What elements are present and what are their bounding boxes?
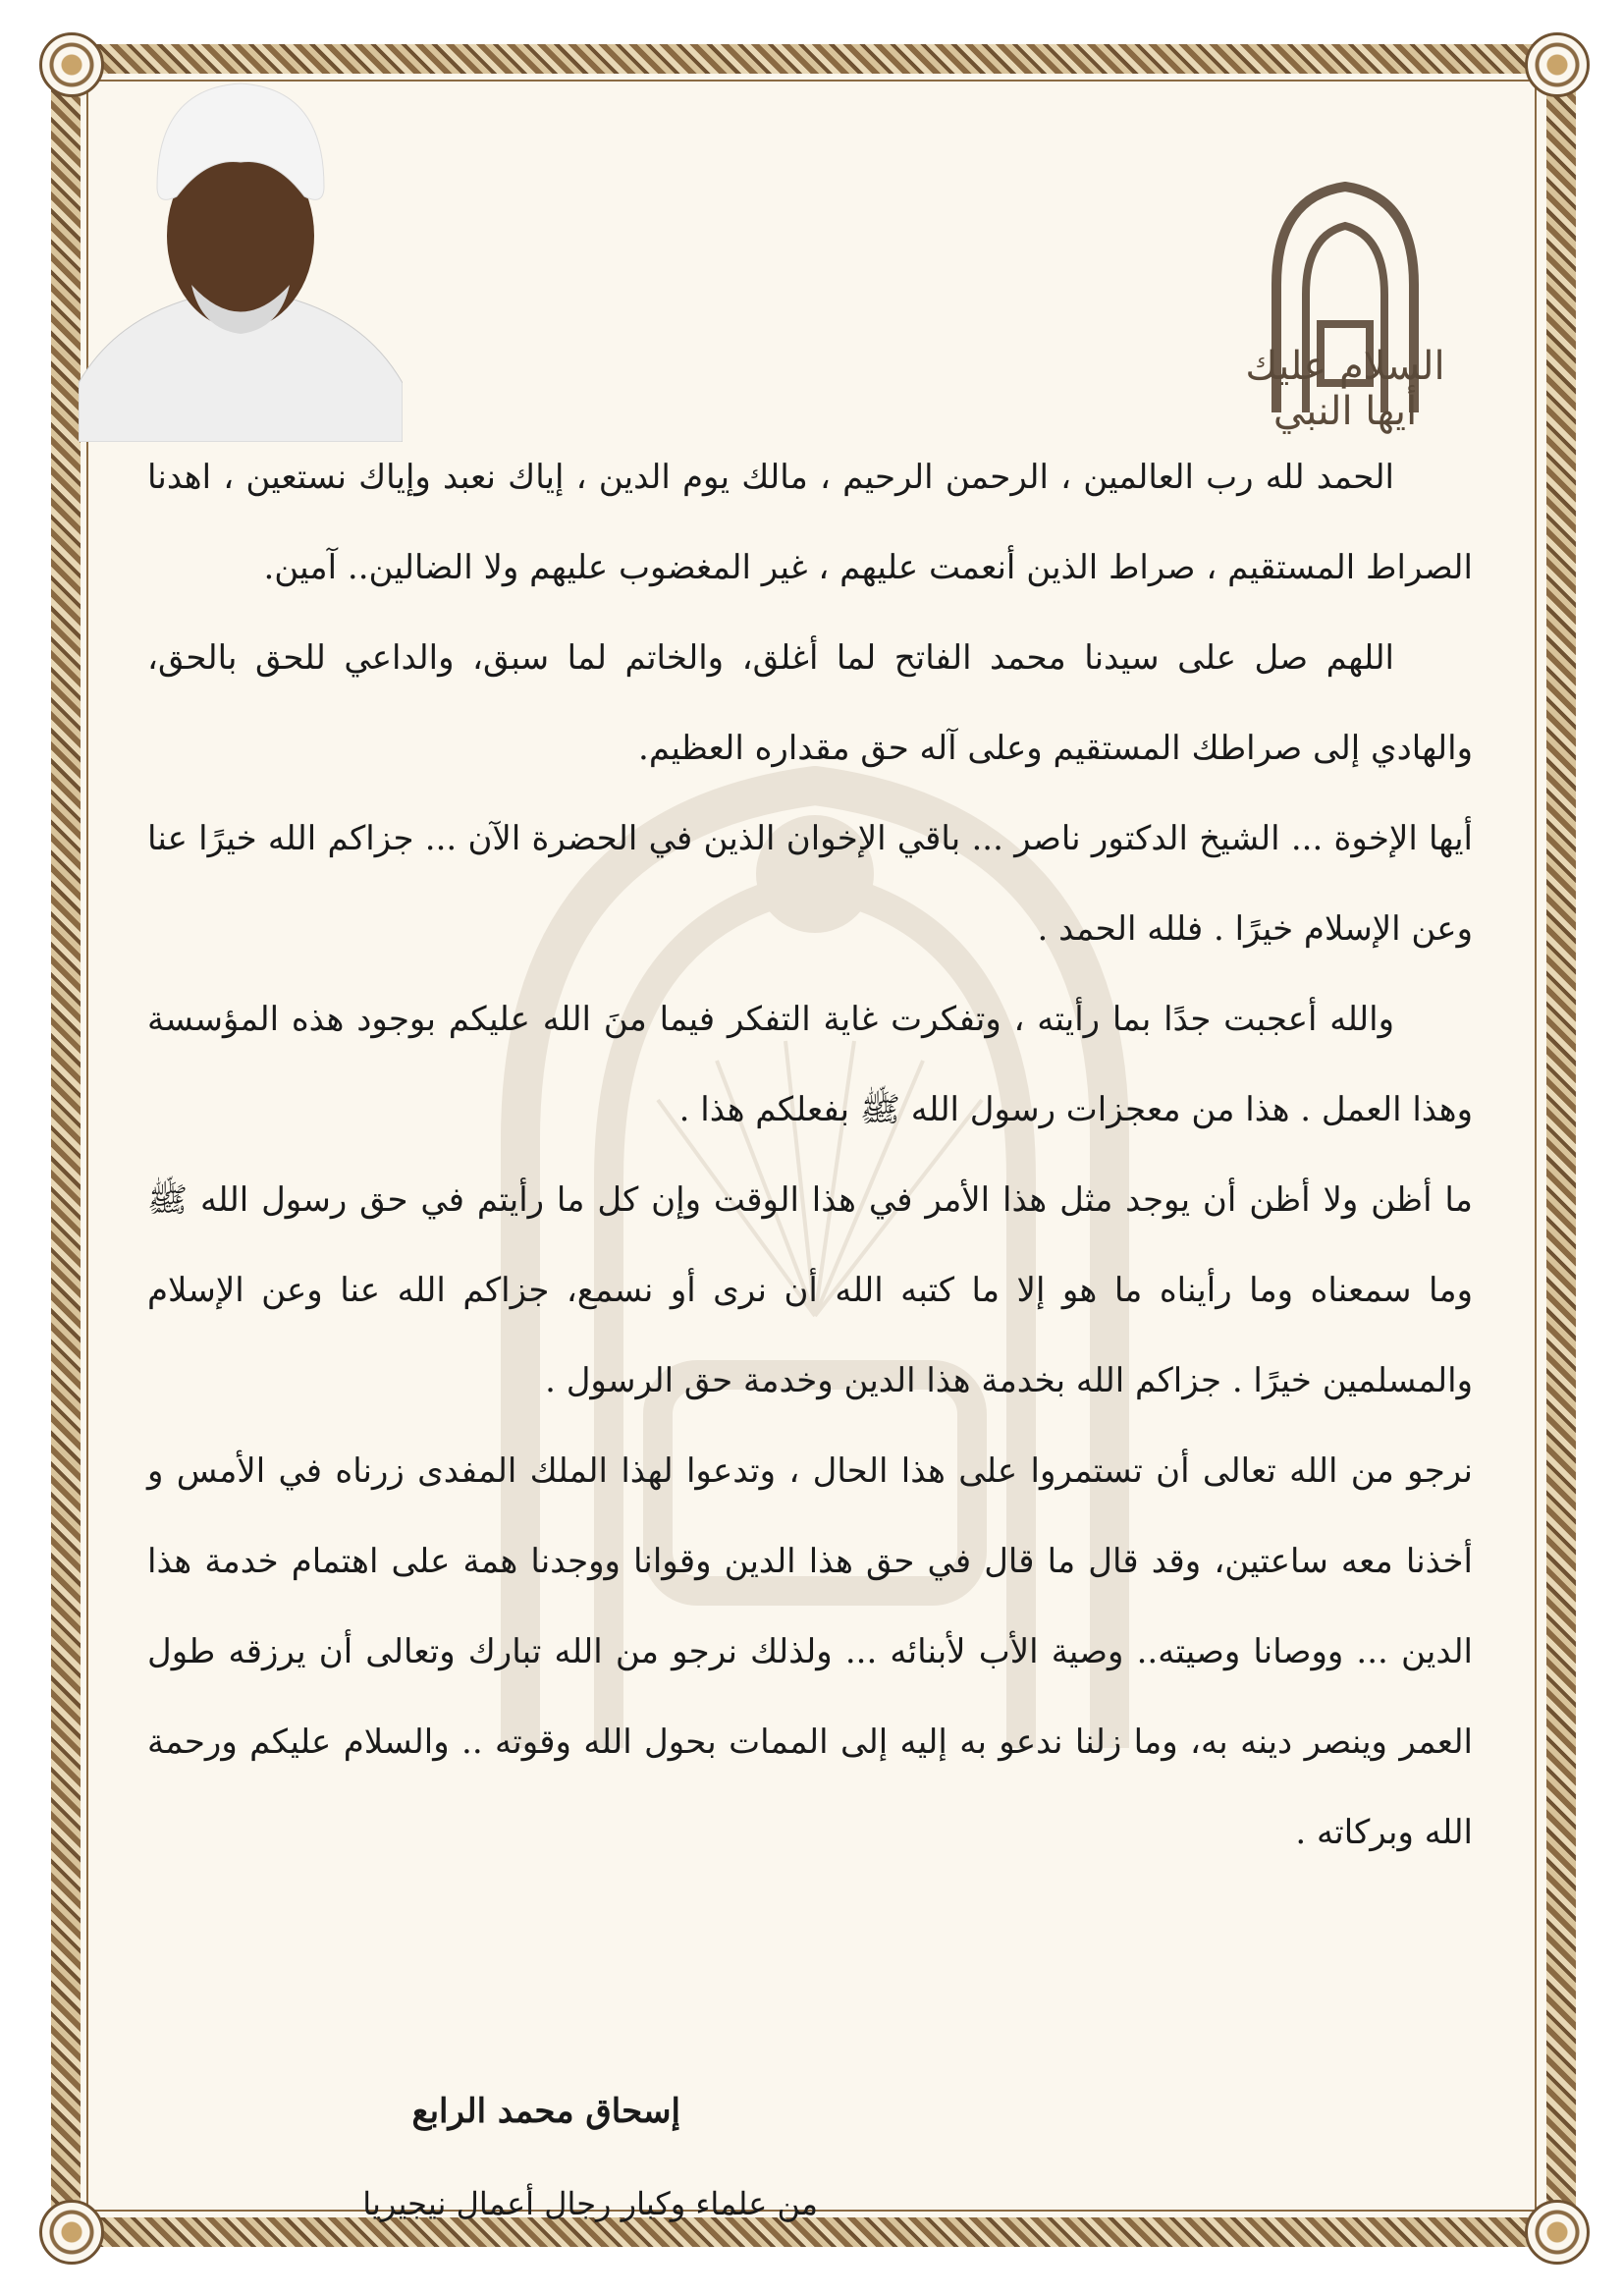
paragraph: الحمد لله رب العالمين ، الرحمن الرحيم ، مالك يوم الدين ، إياك نعبد وإياك نستعين ، اهدنا الصراط المستقيم ، صراط الذين أنعمت عليهم ، غير المغضوب عليهم ولا الضالين.. آمين. (147, 458, 1473, 587)
portrait-photo (79, 69, 403, 442)
corner-ornament-top-right (1525, 32, 1590, 97)
corner-ornament-bottom-left (39, 2200, 104, 2265)
signature-title: من علماء وكبار رجال أعمال نيجيريا (362, 2185, 818, 2222)
letter-body (147, 432, 1473, 1878)
paragraph: والله أعجبت جدًا بما رأيته ، وتفكرت غاية التفكر فيما منَ الله عليكم بوجود هذه المؤسسة وهذا العمل . هذا من معجزات رسول الله ﷺ بفعلكم هذا . (147, 1000, 1473, 1129)
corner-ornament-bottom-right (1525, 2200, 1590, 2265)
logo-caption: السلام عليك أيها النبي (1245, 344, 1445, 434)
signature-name: إسحاق محمد الرابع (411, 2092, 680, 2131)
paragraph: نرجو من الله تعالى أن تستمروا على هذا الحال ، وتدعوا لهذا الملك المفدى زرناه في الأمس و أخذنا معه ساعتين، وقد قال ما قال في حق هذا الدين وقوانا ووجدنا همة على اهتمام خدمة هذا الدين ... ووصانا وصيته.. وصية الأب لأبنائه ... ولذلك نرجو من الله تبارك وتعالى أن يرزقه طول العمر وينصر دينه به، وما زلنا ندعو به إليه إلى الممات بحول الله وقوته .. والسلام عليكم ورحمة الله وبركاته . (147, 1451, 1473, 1852)
paragraph: أيها الإخوة ... الشيخ الدكتور ناصر ... باقي الإخوان الذين في الحضرة الآن ... جزاكم الله خيرًا عنا وعن الإسلام خيرًا . فلله الحمد . (147, 819, 1473, 949)
paragraph: اللهم صل على سيدنا محمد الفاتح لما أغلق، والخاتم لما سبق، والداعي للحق بالحق، والهادي إلى صراطك المستقيم وعلى آله حق مقداره العظيم. (147, 638, 1473, 768)
paragraph: ما أظن ولا أظن أن يوجد مثل هذا الأمر في هذا الوقت وإن كل ما رأيتم في حق رسول الله ﷺ وما سمعناه وما رأيناه ما هو إلا ما كتبه الله أن نرى أو نسمع، جزاكم الله عنا وعن الإسلام والمسلمين خيرًا . جزاكم الله بخدمة هذا الدين وخدمة حق الرسول . (147, 1180, 1473, 1400)
